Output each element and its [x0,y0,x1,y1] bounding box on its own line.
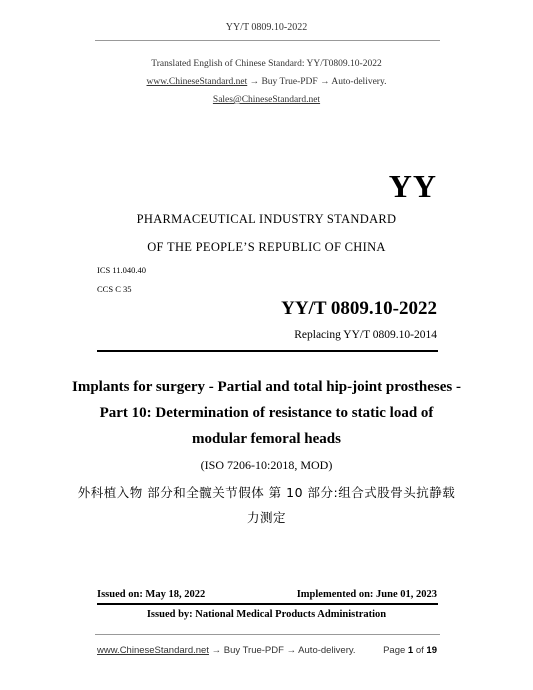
page-of: of [415,645,424,656]
issue-divider [97,603,438,605]
doc-title-line-3: modular femoral heads [192,431,341,447]
replacing-note: Replacing YY/T 0809.10-2014 [294,329,437,341]
chinese-title-line-1: 外科植入物 部分和全髋关节假体 第 10 部分:组合式股骨头抗静载 [77,485,456,500]
issuing-authority: Issued by: National Medical Products Administration [146,609,387,620]
header-standard-code: YY/T 0809.10-2022 [225,22,308,33]
standard-category-mark: YY [388,168,437,204]
ics-code: ICS 11.040.40 [97,265,147,275]
title-divider-top [97,350,438,352]
footer-site-link[interactable]: www.ChineseStandard.net [97,645,209,656]
promo-text: → Buy True-PDF → Auto-delivery. [247,77,387,87]
footer-divider [95,634,440,635]
header-divider [95,40,440,41]
site-link[interactable]: www.ChineseStandard.net [146,77,248,87]
org-line-2: OF THE PEOPLE’S REPUBLIC OF CHINA [147,240,386,254]
page-current: 1 [407,645,414,656]
page-label: Page [383,645,406,656]
email-link[interactable]: Sales@ChineseStandard.net [212,95,321,105]
doc-title-line-1: Implants for surgery - Partial and total hip-joint prostheses - [71,379,462,395]
page-indicator [383,645,437,656]
chinese-title-line-2: 力测定 [246,510,286,525]
iso-reference: (ISO 7206-10:2018, MOD) [200,458,333,472]
email-line [0,95,533,105]
doc-title-line-2: Part 10: Determination of resistance to static load of [99,405,434,421]
standard-number: YY/T 0809.10-2022 [281,298,437,319]
footer-promo-text: → Buy True-PDF → Auto-delivery. [208,645,356,656]
org-line-1: PHARMACEUTICAL INDUSTRY STANDARD [136,212,397,226]
promo-line [0,77,533,87]
page-total: 19 [426,645,437,656]
ccs-code: CCS C 35 [97,284,132,294]
issued-date: Issued on: May 18, 2022 [97,589,206,600]
footer-promo [97,645,356,656]
translated-notice: Translated English of Chinese Standard: YY/T0809.10-2022 [151,59,382,69]
implemented-date: Implemented on: June 01, 2023 [296,589,437,600]
